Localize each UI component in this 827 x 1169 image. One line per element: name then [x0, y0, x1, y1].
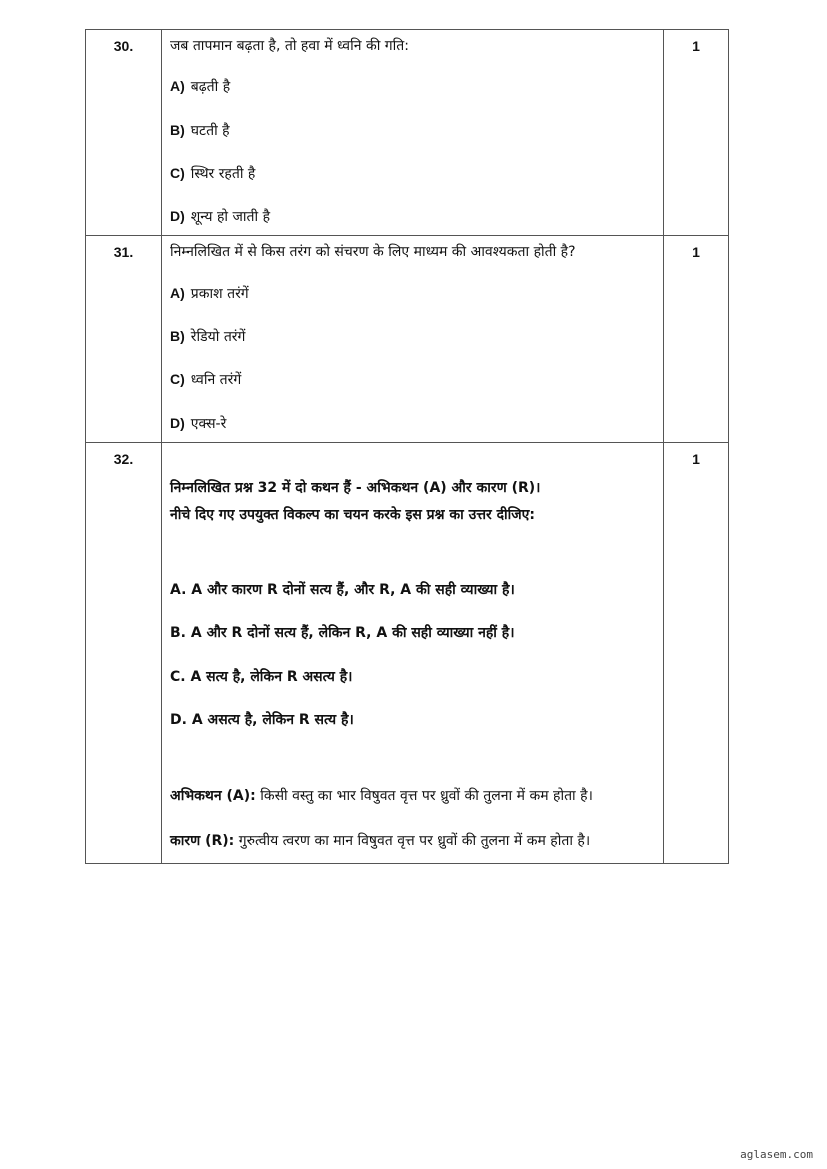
assertion-text: किसी वस्तु का भार विषुवत वृत्त पर ध्रुवों की तुलना में कम होता है। [260, 788, 593, 805]
answer-choice: B. A और R दोनों सत्य हैं, लेकिन R, A की सही व्याख्या नहीं है। [170, 625, 515, 642]
question-body [162, 30, 664, 236]
option [170, 206, 655, 227]
question-body [162, 442, 664, 863]
option-label: C) [170, 164, 185, 181]
question-marks: 1 [664, 442, 729, 863]
option [170, 120, 655, 141]
option-text: प्रकाश तरंगें [190, 285, 249, 302]
option-text: शून्य हो जाती है [190, 209, 271, 226]
option-text: बढ़ती है [190, 79, 231, 96]
question-row [86, 30, 729, 236]
question-number: 31. [86, 236, 162, 442]
option-label: C) [170, 371, 185, 388]
reason-label: कारण (R): [170, 832, 235, 849]
option-label: A) [170, 78, 185, 95]
assertion-label: अभिकथन (A): [170, 788, 256, 805]
option-label: D) [170, 208, 185, 225]
question-table [85, 29, 729, 864]
option-text: स्थिर रहती है [190, 165, 256, 182]
question-body [162, 236, 664, 442]
reason-statement [170, 828, 655, 855]
option-label: D) [170, 414, 185, 431]
option [170, 369, 655, 390]
reason-text: गुरुत्वीय त्वरण का मान विषुवत वृत्त पर ध्रुवों की तुलना में कम होता है। [238, 832, 591, 849]
question-row [86, 236, 729, 442]
question-instructions [170, 475, 655, 528]
question-marks: 1 [664, 236, 729, 442]
question-row [86, 442, 729, 863]
option [170, 283, 655, 304]
question-stem: जब तापमान बढ़ता है, तो हवा में ध्वनि की गति: [170, 38, 409, 54]
answer-choice: D. A असत्य है, लेकिन R सत्य है। [170, 712, 354, 729]
option [170, 326, 655, 347]
option-text: घटती है [190, 122, 230, 139]
option-label: B) [170, 121, 185, 138]
watermark: aglasem.com [740, 1148, 813, 1161]
instruction-line: निम्नलिखित प्रश्न 32 में दो कथन हैं - अभिकथन (A) और कारण (R)। [170, 479, 541, 496]
question-number: 30. [86, 30, 162, 236]
answer-choice: A. A और कारण R दोनों सत्य हैं, और R, A की सही व्याख्या है। [170, 582, 515, 599]
question-number: 32. [86, 442, 162, 863]
option-text: ध्वनि तरंगें [190, 372, 242, 389]
question-stem: निम्नलिखित में से किस तरंग को संचरण के लिए माध्यम की आवश्यकता होती है? [170, 244, 576, 261]
question-marks: 1 [664, 30, 729, 236]
answer-choice: C. A सत्य है, लेकिन R असत्य है। [170, 668, 353, 685]
option-text: एक्स-रे [190, 415, 227, 432]
assertion-statement [170, 783, 655, 810]
option [170, 76, 655, 97]
option [170, 413, 655, 434]
option [170, 163, 655, 184]
instruction-line: नीचे दिए गए उपयुक्त विकल्प का चयन करके इस प्रश्न का उत्तर दीजिए: [170, 506, 536, 523]
option-label: B) [170, 328, 185, 345]
option-text: रेडियो तरंगें [190, 329, 246, 346]
option-label: A) [170, 284, 185, 301]
